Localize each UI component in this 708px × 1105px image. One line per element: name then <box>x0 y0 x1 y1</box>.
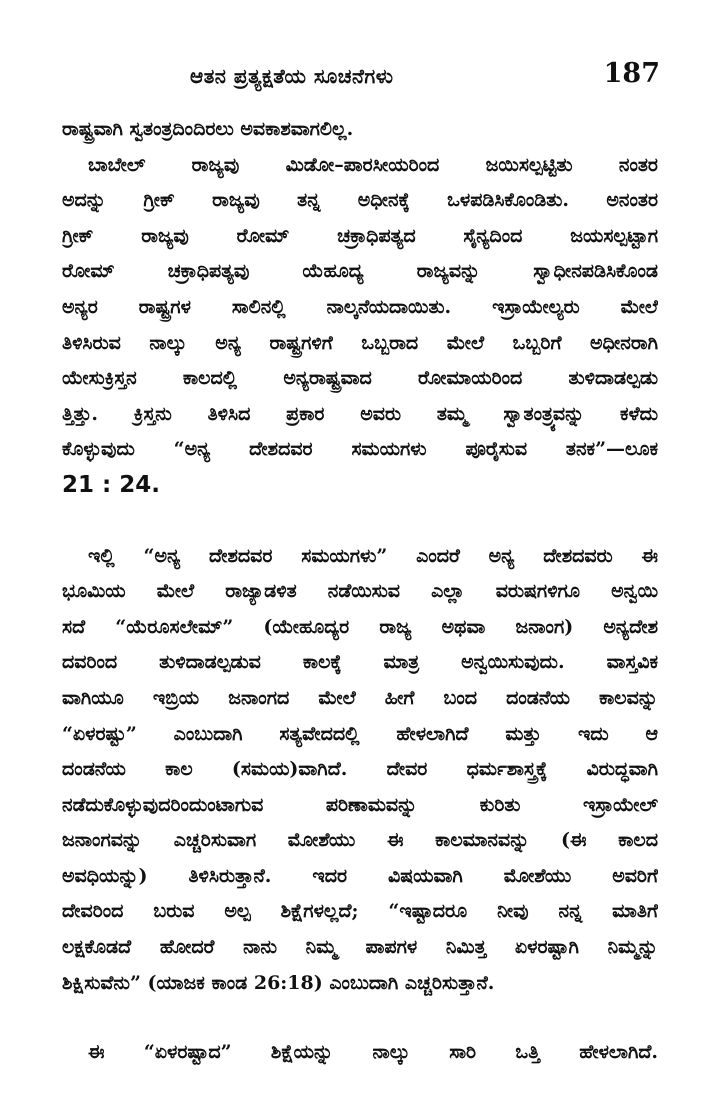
text-line: ದೇವರಿಂದ ಬರುವ ಅಲ್ಪ ಶಿಕ್ಷೆಗಳಲ್ಲದೆ; “ಇಷ್ಟಾದರೂ ನೀವು ನನ್ನ ಮಾತಿಗೆ <box>62 900 658 923</box>
text-line: ದವರಿಂದ ತುಳಿದಾಡಲ್ಪಡುವ ಕಾಲಕ್ಕೆ ಮಾತ್ರ ಅನ್ವಯಿಸುವುದು. ವಾಸ್ತವಿಕ <box>62 651 658 674</box>
text-line: ಅನ್ಯರ ರಾಷ್ಟ್ರಗಳ ಸಾಲಿನಲ್ಲಿ ನಾಲ್ಕನೆಯದಾಯಿತು. ಇಸ್ರಾಯೇಲ್ಯರು ಮೇಲೆ <box>62 295 658 318</box>
scripture-reference <box>62 468 658 505</box>
reference-number: 21 : 24. <box>62 471 160 498</box>
text-line: ಶಿಕ್ಷಿಸುವೆನು” (ಯಾಜಕ ಕಾಂಡ 26:18) ಎಂಬುದಾಗಿ ಎಚ್ಚರಿಸುತ್ತಾನೆ. <box>62 971 495 994</box>
running-head <box>60 58 660 94</box>
paragraph-continuation <box>62 112 658 148</box>
text-line: ರೋಮ್ ಚಕ್ರಾಧಿಪತ್ಯವು ಯೆಹೂದ್ಯ ರಾಜ್ಯವನ್ನು ಸ್ವಾಧೀನಪಡಿಸಿಕೊಂಡ <box>62 260 658 283</box>
text-line: ಇಲ್ಲಿ “ಅನ್ಯ ದೇಶದವರ ಸಮಯಗಳು” ಎಂದರೆ ಅನ್ಯ ದೇಶದವರು ಈ <box>88 544 658 567</box>
page-number: 187 <box>603 58 660 89</box>
text-line: ತ್ತಿತ್ತು. ಕ್ರಿಸ್ತನು ತಿಳಿಸಿದ ಪ್ರಕಾರ ಅವರು ತಮ್ಮ ಸ್ವಾತಂತ್ರ್ಯವನ್ನು ಕಳೆದು <box>62 402 658 425</box>
paragraph-empires <box>62 148 658 505</box>
text-line: ಗ್ರೀಕ್ ರಾಜ್ಯವು ರೋಮ್ ಚಕ್ರಾಧಿಪತ್ಯದ ಸೈನ್ಯದಿಂದ ಜಯಸಲ್ಪಟ್ಟಾಗ <box>62 224 658 247</box>
text-line: “ಏಳರಷ್ಟು” ಎಂಬುದಾಗಿ ಸತ್ಯವೇದದಲ್ಲಿ ಹೇಳಲಾಗಿದೆ ಮತ್ತು ಇದು ಆ <box>62 722 658 745</box>
text-line: ರಾಷ್ಟ್ರವಾಗಿ ಸ್ವತಂತ್ರದಿಂದಿರಲು ಅವಕಾಶವಾಗಲಿಲ್ಲ. <box>62 118 354 140</box>
text-line: ತಿಳಿಸಿರುವ ನಾಲ್ಕು ಅನ್ಯ ರಾಷ್ಟ್ರಗಳಿಗೆ ಒಬ್ಬರಾದ ಮೇಲೆ ಒಬ್ಬರಿಗೆ ಅಧೀನರಾಗಿ <box>62 331 658 354</box>
text-line: ನಡೆದುಕೊಳ್ಳುವುದರಿಂದುಂಟಾಗುವ ಪರಿಣಾಮವನ್ನು ಕುರಿತು ಇಸ್ರಾಯೇಲ್ <box>62 793 658 816</box>
paragraph-sevenfold <box>62 1035 658 1071</box>
running-title: ಆತನ ಪ್ರತ್ಯಕ್ಷತೆಯ ಸೂಚನೆಗಳು <box>190 64 394 88</box>
paragraph-gentile-times <box>62 539 658 1002</box>
text-line: ದಂಡನೆಯ ಕಾಲ (ಸಮಯ)ವಾಗಿದೆ. ದೇವರ ಧರ್ಮಶಾಸ್ತ್ರಕ್ಕೆ ವಿರುದ್ಧವಾಗಿ <box>62 758 658 781</box>
text-line: ಕೊಳ್ಳುವುದು “ಅನ್ಯ ದೇಶದವರ ಸಮಯಗಳು ಪೂರೈಸುವ ತನಕ”—ಲೂಕ <box>62 438 658 461</box>
text-line: ಜನಾಂಗವನ್ನು ಎಚ್ಚರಿಸುವಾಗ ಮೋಶೆಯು ಈ ಕಾಲಮಾನವನ್ನು (ಈ ಕಾಲದ <box>62 829 658 852</box>
paragraph-gap <box>62 505 658 539</box>
text-line: ಈ “ಏಳರಷ್ಟಾದ” ಶಿಕ್ಷೆಯನ್ನು ನಾಲ್ಕು ಸಾರಿ ಒತ್ತಿ ಹೇಳಲಾಗಿದೆ. <box>88 1041 658 1064</box>
text-line: ಅವಧಿಯನ್ನು) ತಿಳಿಸಿರುತ್ತಾನೆ. ಇದರ ವಿಷಯವಾಗಿ ಮೋಶೆಯು ಅವರಿಗೆ <box>62 864 658 887</box>
text-line: ಬಾಬೇಲ್ ರಾಜ್ಯವು ಮಿಡೋ–ಪಾರಸೀಯರಿಂದ ಜಯಿಸಲ್ಪಟ್ಟಿತು ನಂತರ <box>88 153 658 176</box>
paragraph-gap <box>62 1001 658 1035</box>
text-line: ವಾಗಿಯೂ ಇಬ್ರಿಯ ಜನಾಂಗದ ಮೇಲೆ ಹೀಗೆ ಬಂದ ದಂಡನೆಯ ಕಾಲವನ್ನು <box>62 686 658 709</box>
text-line: ಸದೆ “ಯೆರೂಸಲೇಮ್” (ಯೇಹೂದ್ಯರ ರಾಜ್ಯ ಅಥವಾ ಜನಾಂಗ) ಅನ್ಯದೇಶ <box>62 615 658 638</box>
text-line: ಭೂಮಿಯ ಮೇಲೆ ರಾಜ್ಯಾಡಳಿತ ನಡೆಯಿಸುವ ಎಲ್ಲಾ ವರುಷಗಳಿಗೂ ಅನ್ವಯಿ <box>62 580 658 603</box>
text-line: ಯೇಸುಕ್ರಿಸ್ತನ ಕಾಲದಲ್ಲಿ ಅನ್ಯರಾಷ್ಟ್ರವಾದ ರೋಮಾಯರಿಂದ ತುಳಿದಾಡಲ್ಪಡು <box>62 367 658 390</box>
text-line: ಲಕ್ಷಕೊಡದೆ ಹೋದರೆ ನಾನು ನಿಮ್ಮ ಪಾಪಗಳ ನಿಮಿತ್ತ ಏಳರಷ್ಟಾಗಿ ನಿಮ್ಮನ್ನು <box>62 936 658 959</box>
text-line: ಅದನ್ನು ಗ್ರೀಕ್ ರಾಜ್ಯವು ತನ್ನ ಅಧೀನಕ್ಕೆ ಒಳಪಡಿಸಿಕೊಂಡಿತು. ಅನಂತರ <box>62 189 658 212</box>
body-text <box>62 112 658 1071</box>
